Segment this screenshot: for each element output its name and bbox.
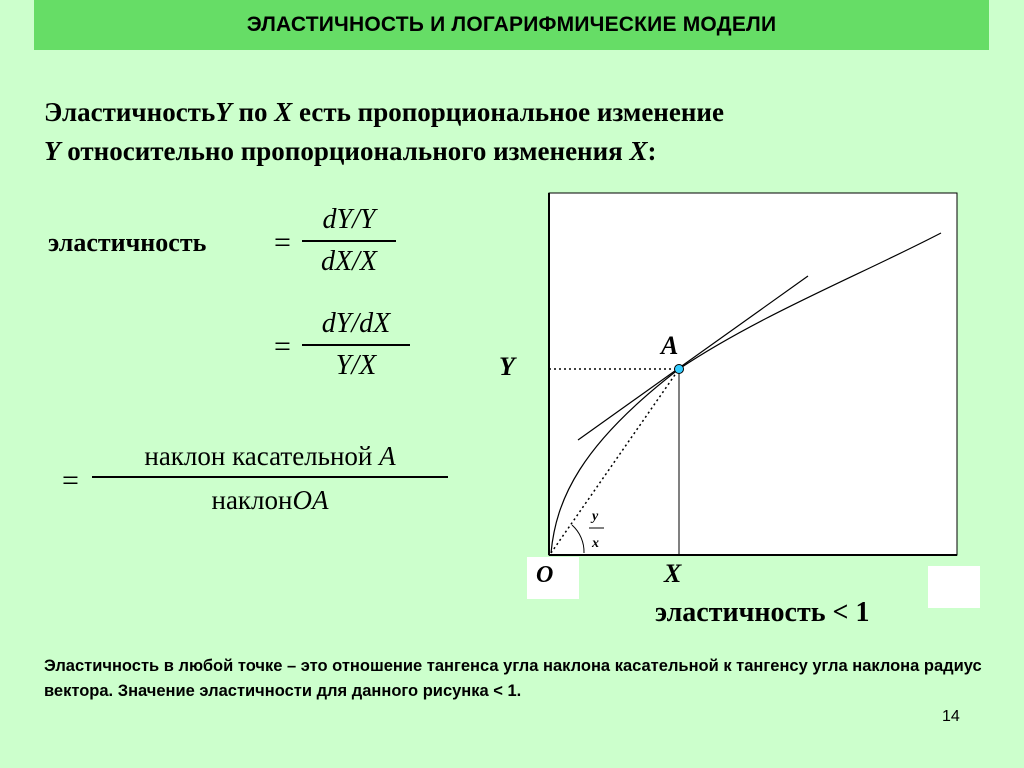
ratio-numerator: y — [592, 509, 599, 524]
label-o: O — [536, 562, 554, 588]
equals-sign-1: = — [274, 226, 291, 259]
elasticity-conclusion: эластичность < 1 — [655, 597, 870, 628]
fraction-3-denominator: наклонOA — [211, 485, 329, 515]
plot-frame — [549, 193, 957, 555]
ratio-denominator: x — [592, 536, 599, 551]
fraction-1-denominator: dX/X — [321, 246, 377, 277]
fraction-2-denominator: Y/X — [335, 350, 377, 381]
equals-sign-2: = — [274, 330, 291, 363]
definition-line-1: ЭластичностьY по X есть пропорциональное изменение — [44, 97, 724, 127]
fraction-2-numerator: dY/dX — [321, 308, 391, 339]
slide-title: ЭЛАСТИЧНОСТЬ И ЛОГАРИФМИЧЕСКИЕ МОДЕЛИ — [246, 13, 777, 36]
page-number: 14 — [942, 708, 960, 725]
fraction-1-numerator: dY/Y — [322, 204, 376, 235]
definition-line-2: Y относительно пропорционального изменения X: — [44, 136, 657, 166]
label-x: X — [664, 559, 682, 588]
formula-label: эластичность — [48, 228, 207, 257]
label-y: Y — [499, 352, 515, 381]
footer-note: Эластичность в любой точке – это отношение тангенса угла наклона касательной к тангенсу угла наклона радиус вектора. Значение эластичности для данного рисунка < 1. — [44, 657, 982, 700]
label-a: A — [661, 331, 679, 360]
equals-sign-3: = — [62, 464, 79, 497]
fraction-3-numerator: наклон касательной A — [144, 441, 396, 471]
point-a — [675, 365, 684, 374]
